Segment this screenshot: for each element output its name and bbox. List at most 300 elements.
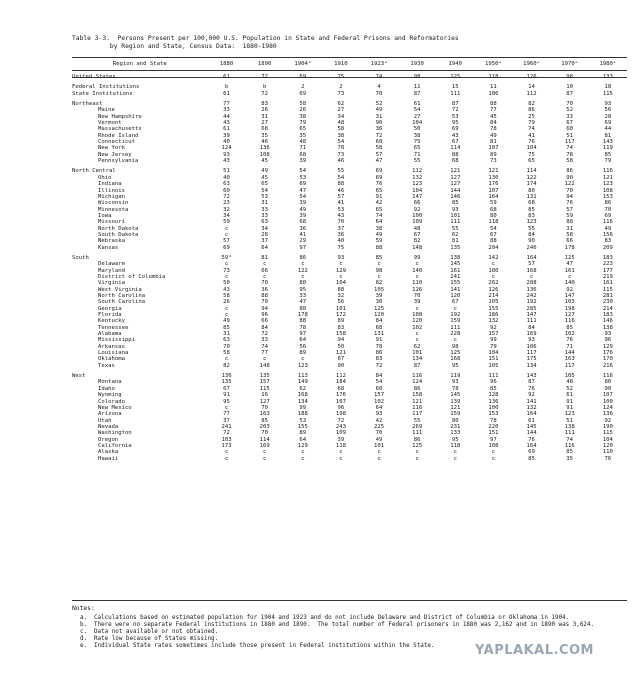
column-header-year: 1880	[219, 61, 234, 67]
table-cell: 37	[261, 238, 269, 245]
table-cell: 74	[375, 212, 383, 219]
table-cell: 102	[373, 398, 385, 405]
table-cell: 112	[412, 168, 423, 175]
table-cell: 78	[375, 343, 383, 350]
note-text: Data not available or not obtained.	[94, 628, 219, 635]
table-cell: 70	[337, 219, 345, 226]
row-label: South	[72, 254, 89, 261]
table-cell: 123	[602, 181, 613, 188]
table-cell: 63	[223, 337, 230, 344]
row-label: Florida	[98, 312, 122, 319]
table-cell: 157	[488, 331, 499, 338]
table-cell: 55	[528, 225, 535, 232]
table-cell: 164	[488, 193, 499, 200]
table-cell: 81	[261, 254, 269, 261]
table-cell: 96	[261, 312, 269, 319]
table-cell: 71	[413, 151, 421, 158]
row-label: Nevada	[98, 423, 119, 430]
row-label: North Dakota	[98, 225, 139, 232]
table-cell: 68	[299, 219, 307, 226]
table-cell: 77	[223, 101, 230, 108]
table-cell: 92	[566, 286, 574, 293]
table-cell: 145	[450, 392, 461, 399]
table-cell: 70	[566, 187, 574, 194]
table-cell: 168	[297, 392, 308, 399]
table-cell: 73	[337, 90, 345, 97]
note-item	[80, 615, 614, 622]
table-cell: 225	[373, 423, 385, 430]
table-cell: 49	[261, 168, 269, 175]
table-cell: 188	[297, 411, 308, 418]
row-label: California	[98, 442, 132, 449]
table-cell: 38	[413, 132, 421, 139]
table-cell: 70	[375, 90, 383, 97]
table-cell: 18	[604, 84, 612, 91]
table-cell: c	[491, 273, 496, 280]
table-cell: 82	[223, 362, 230, 369]
table-cell: c	[224, 231, 229, 238]
table-cell: 127	[450, 174, 461, 181]
table-cell: 129	[335, 267, 346, 274]
table-cell: 91	[566, 404, 574, 411]
table-cell: 88	[490, 238, 497, 245]
table-cell: 72	[375, 362, 383, 369]
table-cell: c	[415, 261, 419, 268]
column-header-year: 1923ᵃ	[370, 61, 388, 67]
table-cell: 138	[564, 423, 575, 430]
table-cell: 174	[526, 181, 537, 188]
table-cell: 161	[450, 267, 461, 274]
row-label: Hawaii	[98, 455, 119, 462]
table-cell: 60	[375, 385, 383, 392]
table-cell: 111	[564, 430, 575, 437]
table-cell: 41	[299, 231, 307, 238]
table-cell: 93	[528, 337, 535, 344]
table-cell: 62	[299, 385, 307, 392]
table-cell: 28	[604, 113, 612, 120]
table-cell: 48	[566, 379, 574, 386]
table-cell: 39	[223, 132, 230, 139]
table-cell: 262	[488, 280, 499, 287]
table-cell: 67	[490, 231, 497, 238]
table-cell: 68	[490, 206, 497, 213]
row-label: South Carolina	[98, 299, 146, 306]
row-label: North Central	[72, 168, 116, 175]
table-cell: 114	[450, 145, 461, 152]
table-cell: 139	[450, 398, 461, 405]
note-item	[80, 622, 614, 629]
table-cell: 59ᵈ	[221, 254, 232, 261]
table-cell: 70	[261, 280, 269, 287]
table-cell: 58	[375, 145, 383, 152]
table-cell: 45	[261, 174, 269, 181]
table-cell: 61	[223, 74, 230, 80]
table-cell: 111	[488, 373, 499, 380]
table-cell: 123	[564, 411, 575, 418]
row-label: Minnesota	[98, 206, 129, 213]
row-label: Illinois	[98, 187, 125, 194]
table-cell: 105	[373, 286, 385, 293]
table-cell: 86	[413, 436, 421, 443]
table-cell: 91	[223, 392, 230, 399]
table-cell: 43	[337, 212, 345, 219]
table-cell: 114	[526, 168, 537, 175]
table-cell: 209	[602, 244, 613, 251]
table-cell: 105	[564, 373, 575, 380]
table-cell: 64	[261, 244, 269, 251]
table-cell: 88	[337, 286, 345, 293]
table-cell: 92	[528, 392, 535, 399]
note-text: Individual State rates sometimes include those present in Federal institutions within the State.	[94, 642, 435, 649]
table-cell: 96	[604, 337, 612, 344]
table-cell: 119	[602, 145, 613, 152]
table-cell: 80	[451, 417, 459, 424]
table-cell: 117	[564, 362, 575, 369]
table-cell: 28	[261, 231, 269, 238]
table-cell: c	[415, 273, 419, 280]
table-cell: 117	[412, 411, 423, 418]
table-cell: 168	[526, 267, 537, 274]
table-cell: 54	[375, 379, 383, 386]
table-cell: 78	[337, 145, 345, 152]
table-cell: 170	[602, 356, 613, 363]
table-cell: 43	[451, 132, 459, 139]
row-label: Georgia	[98, 305, 122, 312]
table-cell: 161	[564, 267, 575, 274]
table-cell: 50	[337, 343, 345, 350]
note-key: a.	[80, 615, 88, 621]
table-cell: 164	[526, 442, 537, 449]
table-cell: 49	[604, 225, 612, 232]
table-cell: 135	[450, 244, 461, 251]
table-cell: 102	[564, 331, 575, 338]
table-cell: c	[377, 455, 381, 462]
table-body	[72, 70, 627, 462]
table-cell: 80	[528, 187, 535, 194]
table-cell: 108	[412, 312, 423, 319]
table-cell: 192	[450, 312, 461, 319]
table-cell: 55	[337, 168, 345, 175]
table-cell: 86	[299, 254, 307, 261]
table-cell: 61	[528, 417, 535, 424]
table-cell: 54	[261, 187, 269, 194]
table-cell: 241	[221, 423, 232, 430]
prison-rate-table	[72, 58, 627, 462]
table-cell: 123	[412, 181, 423, 188]
note-key: b.	[80, 621, 88, 628]
table-cell: 91	[375, 337, 383, 344]
table-cell: 74	[528, 126, 535, 133]
row-label: Washington	[98, 430, 132, 437]
table-cell: 49	[490, 132, 497, 139]
row-label: State Institutions	[72, 90, 133, 97]
table-cell: 43	[223, 158, 230, 165]
table-cell: 62	[337, 101, 345, 108]
table-cell: c	[262, 273, 267, 280]
table-cell: 37	[337, 225, 345, 232]
table-cell: 47	[375, 158, 383, 165]
table-cell: 134	[412, 356, 423, 363]
table-cell: 136	[221, 373, 232, 380]
table-cell: 70	[566, 101, 574, 108]
table-cell: c	[224, 404, 229, 411]
table-cell: 59	[375, 238, 383, 245]
table-cell: 228	[450, 331, 461, 338]
table-cell: 58	[223, 350, 230, 357]
table-cell: 26	[223, 299, 230, 306]
table-cell: 49	[375, 107, 383, 114]
table-cell: 83	[528, 212, 535, 219]
table-cell: c	[262, 455, 267, 462]
table-cell: 66	[261, 318, 269, 325]
table-cell: 107	[488, 145, 499, 152]
table-cell: 159	[450, 411, 461, 418]
table-cell: 86	[528, 107, 535, 114]
table-cell: 46	[261, 139, 269, 146]
row-label: Ohio	[98, 174, 112, 181]
column-header-year: 1970ᵉ	[561, 61, 579, 67]
table-cell: 121	[450, 404, 461, 411]
table-cell: 75	[528, 151, 535, 158]
table-cell: 54	[337, 139, 345, 146]
column-header-year: 1940	[448, 61, 463, 67]
table-cell: 121	[335, 350, 346, 357]
table-cell: 104	[488, 350, 499, 357]
table-cell: 78	[490, 126, 497, 133]
table-cell: 242	[526, 293, 537, 299]
table-cell: 75	[337, 74, 345, 80]
table-cell: 118	[488, 74, 499, 80]
table-cell: 246	[526, 244, 537, 251]
table-cell: 72	[375, 132, 383, 139]
table-cell: 124	[221, 145, 232, 152]
table-cell: 61	[223, 126, 230, 133]
table-cell: 173	[221, 442, 232, 449]
table-cell: 72	[261, 90, 269, 97]
table-cell: 156	[602, 231, 613, 238]
table-cell: 116	[602, 373, 613, 380]
table-cell: 49	[375, 231, 383, 238]
table-cell: 53	[299, 417, 307, 424]
table-cell: 88	[566, 219, 574, 226]
table-cell: 151	[488, 356, 499, 363]
table-cell: 68	[375, 324, 383, 331]
row-label: United States	[72, 74, 116, 80]
table-cell: 111	[526, 318, 537, 325]
table-cell: 78	[299, 324, 307, 331]
table-cell: 115	[602, 286, 613, 293]
table-cell: 120	[450, 293, 461, 299]
table-cell: c	[301, 449, 305, 456]
table-cell: 88	[299, 318, 307, 325]
table-cell: 93	[375, 411, 383, 418]
table-cell: 93	[604, 101, 612, 108]
table-cell: 65	[528, 158, 535, 165]
table-cell: 87	[413, 362, 421, 369]
table-cell: 43	[223, 286, 230, 293]
table-cell: 33	[261, 212, 269, 219]
table-cell: 84	[528, 324, 535, 331]
table-cell: c	[224, 273, 229, 280]
table-cell: 75	[337, 244, 345, 251]
note-item	[80, 636, 614, 643]
table-cell: 117	[564, 139, 575, 146]
table-cell: 36	[375, 126, 383, 133]
table-cell: 35	[566, 455, 574, 462]
table-cell: 87	[528, 379, 535, 386]
table-cell: 111	[450, 219, 461, 226]
row-label: West Virginia	[98, 286, 142, 293]
table-cell: 120	[602, 442, 613, 449]
table-cell: 60	[566, 126, 574, 133]
table-cell: c	[301, 455, 305, 462]
table-cell: 148	[412, 244, 423, 251]
table-cell: 39	[337, 436, 345, 443]
table-cell: 131	[526, 193, 537, 200]
table-cell: 140	[564, 280, 575, 287]
table-cell: 128	[488, 392, 499, 399]
table-cell: c	[453, 305, 457, 312]
table-cell: 69	[375, 174, 383, 181]
table-cell: 72	[223, 430, 230, 437]
table-cell: 92	[490, 324, 497, 331]
table-cell: 84	[261, 324, 269, 331]
table-cell: 141	[450, 286, 461, 293]
table-cell: 85	[528, 206, 535, 213]
table-cell: 103	[221, 436, 232, 443]
column-header-year: 1910	[334, 61, 348, 67]
row-label: Virginia	[98, 280, 125, 287]
table-cell: 67	[566, 120, 574, 127]
table-cell: 11	[413, 84, 421, 91]
table-cell: 55	[451, 225, 459, 232]
table-cell: 76	[375, 181, 383, 188]
table-cell: 45	[261, 158, 269, 165]
table-cell: 105	[488, 362, 499, 369]
table-cell: 4	[377, 84, 381, 91]
table-cell: 63	[261, 219, 269, 226]
table-cell: 198	[335, 411, 346, 418]
row-label: New York	[98, 145, 125, 152]
table-cell: 116	[602, 168, 613, 175]
table-cell: 122	[526, 174, 537, 181]
table-cell: 121	[412, 398, 423, 405]
table-cell: c	[453, 455, 457, 462]
table-cell: 65	[375, 187, 383, 194]
table-cell: 50	[223, 280, 230, 287]
column-header-year: 1950ᵉ	[485, 61, 502, 67]
table-cell: 69	[375, 168, 383, 175]
table-cell: 99	[490, 337, 497, 344]
table-cell: 41	[337, 200, 345, 207]
table-cell: 138	[602, 324, 613, 331]
table-cell: 119	[450, 373, 461, 380]
table-cell: 94	[566, 193, 574, 200]
row-label: South Dakota	[98, 231, 139, 238]
table-cell: 44	[604, 126, 612, 133]
table-cell: 25	[528, 113, 535, 120]
table-cell: 135	[259, 373, 270, 380]
table-cell: 51	[566, 132, 574, 139]
table-cell: 147	[526, 312, 537, 319]
table-cell: 41	[528, 132, 535, 139]
table-cell: 88	[337, 181, 345, 188]
column-header-year: 1930	[410, 61, 424, 67]
table-cell: 67	[451, 299, 459, 306]
table-cell: c	[377, 261, 381, 268]
table-cell: 131	[373, 331, 385, 338]
table-cell: 116	[412, 373, 423, 380]
table-cell: 116	[412, 404, 423, 411]
table-cell: 60	[375, 139, 383, 146]
table-cell: 214	[602, 305, 613, 312]
table-cell: 125	[373, 305, 385, 312]
table-cell: 45	[490, 113, 497, 120]
table-cell: 145	[450, 261, 461, 268]
row-label: Wisconsin	[98, 200, 129, 207]
table-cell: 130	[488, 174, 499, 181]
table-cell: 44	[223, 113, 230, 120]
table-cell: 125	[412, 442, 423, 449]
table-cell: 124	[412, 379, 423, 386]
table-cell: 47	[566, 261, 574, 268]
table-cell: 69	[604, 120, 612, 127]
row-label: North Carolina	[98, 293, 146, 299]
table-cell: 59	[490, 200, 497, 207]
table-cell: 163	[564, 356, 575, 363]
column-header-year: 1890	[257, 61, 272, 67]
table-cell: 186	[488, 312, 499, 319]
table-cell: 34	[337, 113, 345, 120]
table-cell: 86	[566, 168, 574, 175]
table-header-row	[72, 58, 627, 70]
table-cell: 76	[528, 139, 535, 146]
table-cell: 125	[564, 254, 575, 261]
table-cell: 82	[375, 280, 383, 287]
table-cell: 81	[604, 132, 612, 139]
table-cell: 83	[375, 356, 383, 363]
table-cell: 108	[602, 187, 613, 194]
table-cell: 95	[451, 436, 459, 443]
table-cell: 203	[259, 423, 270, 430]
table-cell: 65	[261, 181, 269, 188]
table-cell: 89	[299, 430, 307, 437]
row-label: Arizona	[98, 411, 122, 418]
table-cell: 68	[261, 126, 269, 133]
table-cell: 57	[375, 151, 383, 158]
row-label: New Mexico	[98, 404, 132, 411]
table-cell: 38	[337, 132, 345, 139]
table-cell: 70	[223, 343, 230, 350]
table-cell: 85	[528, 455, 535, 462]
table-cell: 95	[451, 120, 459, 127]
table-cell: 74	[375, 74, 383, 80]
table-cell: 59	[223, 219, 230, 226]
table-cell: 86	[375, 350, 383, 357]
table-cell: 68	[528, 200, 535, 207]
table-cell: 68	[337, 385, 345, 392]
table-cell: 67	[337, 356, 345, 363]
table-cell: 158	[335, 331, 346, 338]
table-cell: 76	[528, 436, 535, 443]
table-cell: 93	[223, 151, 230, 158]
table-cell: 35	[299, 132, 307, 139]
table-cell: 94	[261, 305, 269, 312]
table-cell: b	[262, 84, 267, 91]
table-cell: 176	[602, 350, 613, 357]
row-label: District of Columbia	[98, 273, 166, 280]
table-cell: 98	[375, 267, 383, 274]
